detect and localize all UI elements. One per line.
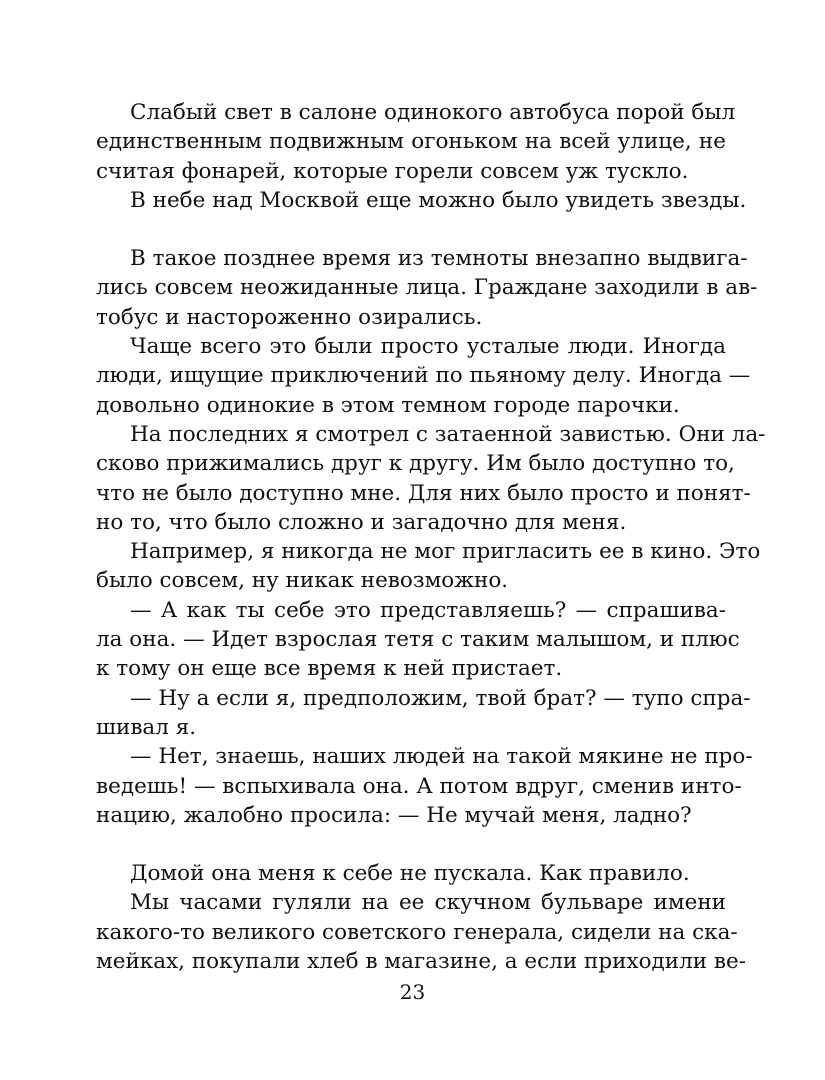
text-line: довольно одинокие в этом темном городе парочки. <box>96 392 680 418</box>
text-line: тобус и настороженно озирались. <box>96 304 483 330</box>
text-line: шивал я. <box>96 714 197 740</box>
text-line: — Нет, знаешь, наших людей на такой мякине не про- <box>130 744 753 770</box>
section-break <box>96 215 726 244</box>
text-line: — Ну а если я, предположим, твой брат? — тупо спра- <box>130 685 751 711</box>
page-text <box>96 98 766 976</box>
text-line: сково прижимались друг к другу. Им было доступно то, <box>96 451 735 477</box>
text-line: считая фонарей, которые горели совсем уж тускло. <box>96 158 689 184</box>
text-line: мейках, покупали хлеб в магазине, а если приходили ве- <box>96 949 746 975</box>
text-line: Слабый свет в салоне одинокого автобуса порой был <box>130 100 736 125</box>
text-line: нацию, жалобно просила: — Не мучай меня, ладно? <box>96 802 692 828</box>
section-break <box>96 830 726 859</box>
text-line: Чаще всего это были просто усталые люди. Иногда <box>130 334 726 360</box>
text-line: ла она. — Идет взрослая тетя с таким малышом, и плюс <box>96 627 740 653</box>
text-line: но то, что было сложно и загадочно для меня. <box>96 509 627 535</box>
text-line: что не было доступно мне. Для них было просто и понят- <box>96 480 751 506</box>
text-line: единственным подвижным огоньком на всей улице, не <box>96 129 726 155</box>
text-line: В такое позднее время из темноты внезапно выдвига- <box>130 246 748 272</box>
page-number: 23 <box>399 980 426 1004</box>
text-line: к тому он еще все время к ней пристает. <box>96 656 563 682</box>
text-line: В небе над Москвой еще можно было увидеть звезды. <box>130 187 747 213</box>
text-line: Например, я никогда не мог пригласить ее в кино. Это <box>130 539 761 565</box>
text-line: лись совсем неожиданные лица. Граждане заходили в ав- <box>96 275 758 301</box>
text-line: люди, ищущие приключений по пьяному делу. Иногда — <box>96 363 751 389</box>
text-line: — А как ты себе это представляешь? — спрашива- <box>130 597 726 623</box>
text-line: было совсем, ну никак невозможно. <box>96 568 509 594</box>
text-line: На последних я смотрел с затаенной завистью. Они ла- <box>130 421 766 447</box>
text-line: Домой она меня к себе не пускала. Как правило. <box>130 861 690 887</box>
text-line: Мы часами гуляли на ее скучном бульваре имени <box>130 890 726 916</box>
text-line: ведешь! — вспыхивала она. А потом вдруг, сменив инто- <box>96 773 742 799</box>
text-line: какого-то великого советского генерала, сидели на ска- <box>96 919 738 945</box>
